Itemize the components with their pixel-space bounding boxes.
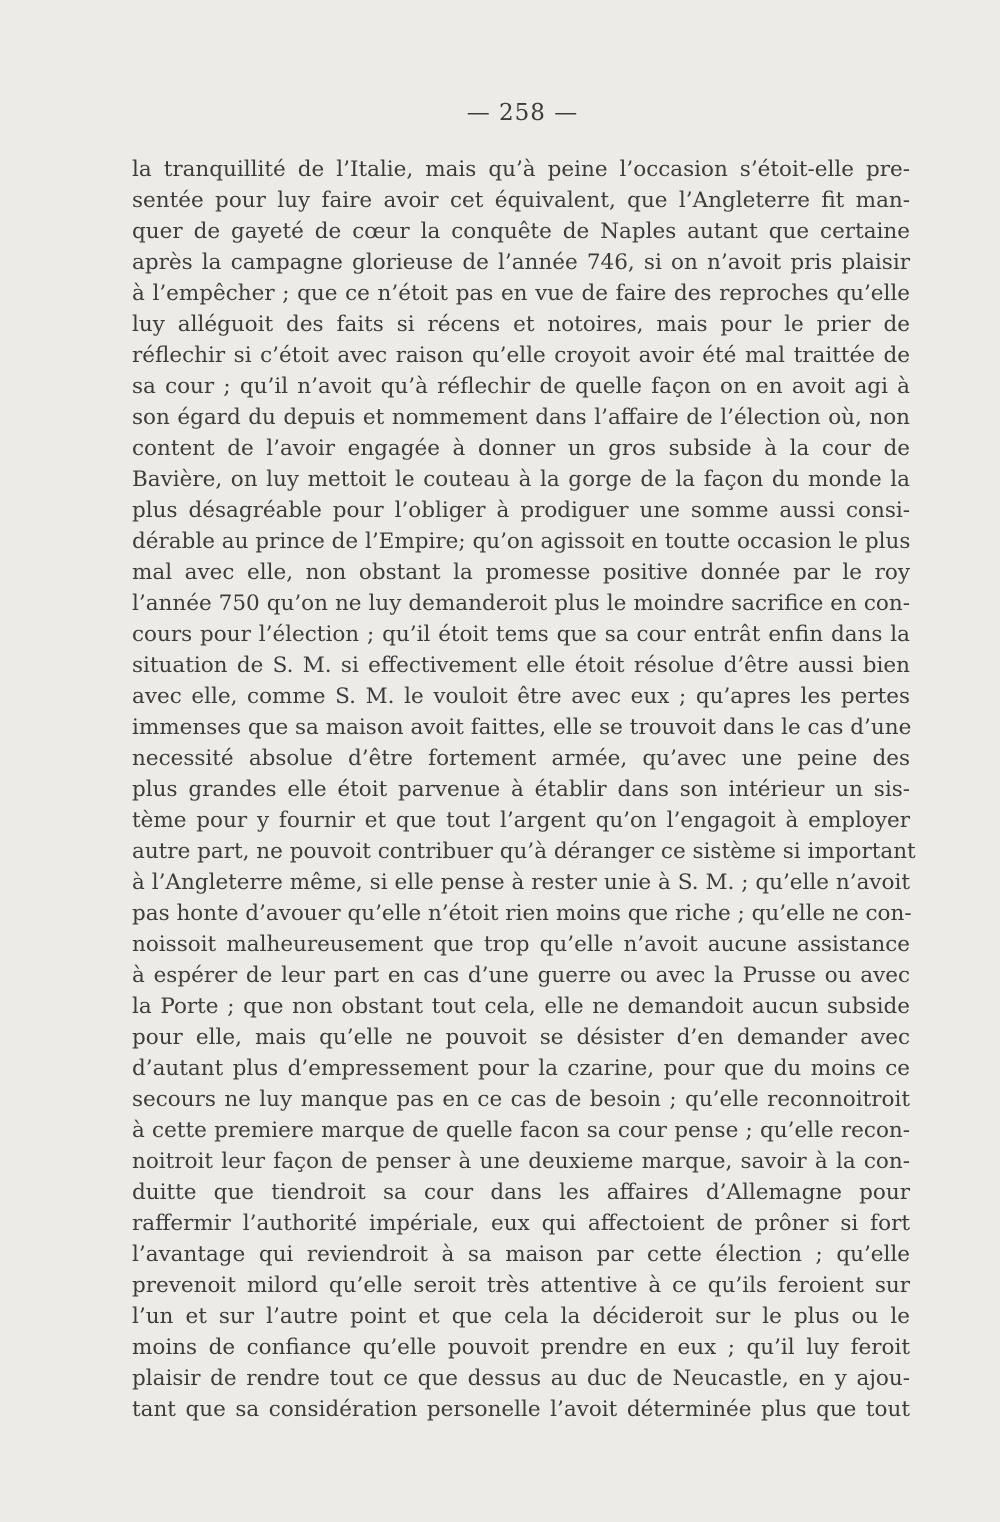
text-line: son égard du depuis et nommement dans l’affaire de l’élection où, non: [132, 405, 910, 430]
text-line: content de l’avoir engagée à donner un gros subside à la cour de: [132, 436, 910, 461]
text-line: sentée pour luy faire avoir cet équivalent, que l’Angleterre fit man-: [132, 188, 910, 213]
text-line: luy alléguoit des faits si récens et notoires, mais pour le prier de: [132, 312, 910, 337]
text-line: sa cour ; qu’il n’avoit qu’à réflechir de quelle façon on en avoit agi à: [132, 374, 910, 399]
text-line: plus grandes elle étoit parvenue à établir dans son intérieur un sis-: [132, 777, 910, 802]
text-line: mal avec elle, non obstant la promesse positive donnée par le roy: [132, 560, 910, 585]
text-line: cours pour l’élection ; qu’il étoit tems que sa cour entrât enfin dans la: [132, 622, 910, 647]
text-line: d’autant plus d’empressement pour la czarine, pour que du moins ce: [132, 1056, 910, 1081]
text-line: réflechir si c’étoit avec raison qu’elle croyoit avoir été mal traittée de: [132, 343, 910, 368]
text-line: l’un et sur l’autre point et que cela la décideroit sur le plus ou le: [132, 1304, 910, 1329]
text-line: plaisir de rendre tout ce que dessus au duc de Neucastle, en y ajou-: [132, 1366, 910, 1391]
text-line: la tranquillité de l’Italie, mais qu’à peine l’occasion s’étoit-elle pre-: [132, 157, 910, 182]
text-line: noitroit leur façon de penser à une deuxieme marque, savoir à la con-: [132, 1149, 910, 1174]
text-line: moins de confiance qu’elle pouvoit prendre en eux ; qu’il luy feroit: [132, 1335, 910, 1360]
text-line: plus désagréable pour l’obliger à prodiguer une somme aussi consi-: [132, 498, 910, 523]
text-line: necessité absolue d’être fortement armée, qu’avec une peine des: [132, 746, 910, 771]
text-line: pour elle, mais qu’elle ne pouvoit se désister d’en demander avec: [132, 1025, 910, 1050]
body-text: [132, 154, 916, 1425]
text-line: noissoit malheureusement que trop qu’elle n’avoit aucune assistance: [132, 932, 910, 957]
text-line: tant que sa considération personelle l’avoit déterminée plus que tout: [132, 1397, 910, 1422]
text-line: à l’empêcher ; que ce n’étoit pas en vue de faire des reproches qu’elle: [132, 281, 910, 306]
text-line: prevenoit milord qu’elle seroit très attentive à ce qu’ils feroient sur: [132, 1273, 910, 1298]
text-line: à l’Angleterre même, si elle pense à rester unie à S. M. ; qu’elle n’avoit: [132, 870, 910, 895]
text-line: autre part, ne pouvoit contribuer qu’à déranger ce sistème si important: [132, 839, 916, 864]
text-line: situation de S. M. si effectivement elle étoit résolue d’être aussi bien: [132, 653, 910, 678]
page-number: — 258 —: [466, 100, 579, 126]
text-line: duitte que tiendroit sa cour dans les affaires d’Allemagne pour: [132, 1180, 910, 1205]
text-line: raffermir l’authorité impériale, eux qui affectoient de prôner si fort: [132, 1211, 910, 1236]
text-line: pas honte d’avouer qu’elle n’étoit rien moins que riche ; qu’elle ne con-: [132, 901, 912, 926]
text-line: Bavière, on luy mettoit le couteau à la gorge de la façon du monde la: [132, 467, 910, 492]
text-line: l’année 750 qu’on ne luy demanderoit plus le moindre sacrifice en con-: [132, 591, 910, 616]
text-line: avec elle, comme S. M. le vouloit être avec eux ; qu’apres les pertes: [132, 684, 910, 709]
text-line: après la campagne glorieuse de l’année 746, si on n’avoit pris plaisir: [132, 250, 910, 275]
text-line: l’avantage qui reviendroit à sa maison par cette élection ; qu’elle: [132, 1242, 910, 1267]
text-line: à espérer de leur part en cas d’une guerre ou avec la Prusse ou avec: [132, 963, 910, 988]
text-line: dérable au prince de l’Empire; qu’on agissoit en toutte occasion le plus: [132, 529, 911, 554]
text-line: la Porte ; que non obstant tout cela, elle ne demandoit aucun subside: [132, 994, 910, 1019]
text-line: secours ne luy manque pas en ce cas de besoin ; qu’elle reconnoitroit: [132, 1087, 910, 1112]
text-line: tème pour y fournir et que tout l’argent qu’on l’engagoit à employer: [132, 808, 910, 833]
text-line: quer de gayeté de cœur la conquête de Naples autant que certaine: [132, 219, 910, 244]
text-line: à cette premiere marque de quelle facon sa cour pense ; qu’elle recon-: [132, 1118, 910, 1143]
text-line: immenses que sa maison avoit faittes, elle se trouvoit dans le cas d’une: [132, 715, 912, 740]
